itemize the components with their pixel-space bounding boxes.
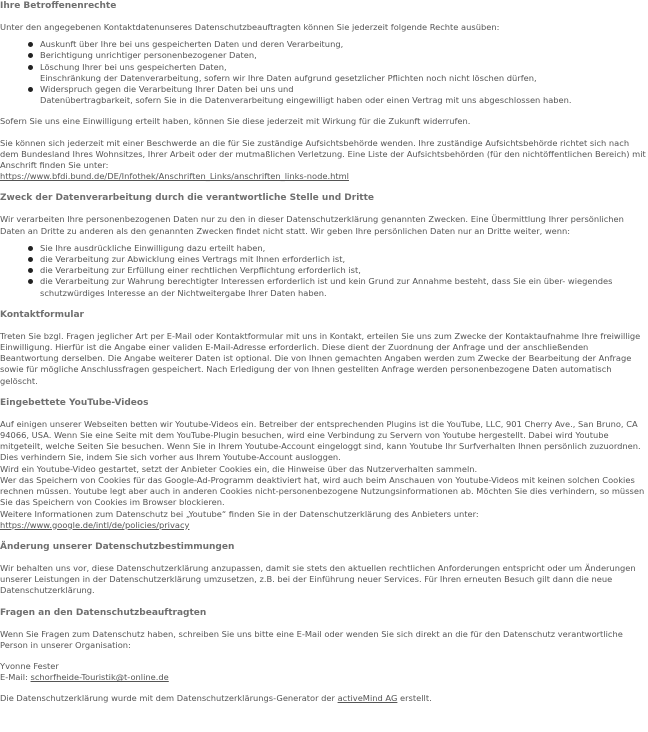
list-item-line: Widerspruch gegen die Verarbeitung Ihrer Daten bei uns und <box>40 84 294 95</box>
youtube-text-3: Wer das Speichern von Cookies für das Google-Ad-Programm deaktiviert hat, wird auch beim Anschauen von Youtube-Videos mit keinen solchen Cookies rechnen müssen. Youtube legt aber auch in anderen Cookies nicht-personenbezogene Nutzungsinformationen ab. Möchten Sie dies verhindern, so müssen Sie das Speichern von Cookies im Browser blockieren. <box>0 474 645 508</box>
questions-text: Wenn Sie Fragen zum Datenschutz haben, schreiben Sie uns bitte eine E-Mail oder wenden Sie sich direkt an die für den Datenschutz verantwortliche Person in unserer Organisation: <box>0 628 623 650</box>
list-item <box>40 84 648 106</box>
youtube-text-1: Auf einigen unserer Webseiten betten wir Youtube-Videos ein. Betreiber der entsprechenden Plugins ist die YouTube, LLC, 901 Cherry Ave., San Bruno, CA 94066, USA. Wenn Sie eine Seite mit dem YouTube-Plugin besuchen, wird eine Verbindung zu Servern von Youtube hergestellt. Dabei wird Youtube mitgeteilt, welche Seiten Sie besuchen. Wenn Sie in Ihrem Youtube-Account eingeloggt sind, kann Youtube Ihr Surfverhalten Ihnen persönlich zuzuordnen. Dies verhindern Sie, indem Sie sich vorher aus Ihrem Youtube-Account ausloggen. <box>0 418 641 463</box>
email-link[interactable]: schorfheide-Touristik@t-online.de <box>30 672 169 683</box>
questions-heading: Fragen an den Datenschutzbeauftragten <box>0 607 207 618</box>
generator-note <box>0 693 648 704</box>
rights-list <box>0 39 648 106</box>
rights-intro: Unter den angegebenen Kontaktdatenunseres Datenschutzbeauftragten können Sie jederzeit folgende Rechte ausüben: <box>0 22 500 32</box>
rights-heading: Ihre Betroffenenrechte <box>0 1 117 11</box>
changes-heading: Änderung unserer Datenschutzbestimmungen <box>0 541 235 552</box>
list-item: Sie Ihre ausdrückliche Einwilligung dazu erteilt haben, <box>40 243 648 254</box>
contact-form-heading: Kontaktformular <box>0 309 84 320</box>
youtube-heading: Eingebettete YouTube-Videos <box>0 397 149 408</box>
purpose-intro: Wir verarbeiten Ihre personenbezogenen Daten nur zu den in dieser Datenschutzerklärung genannten Zwecken. Eine Übermittlung Ihrer persönlichen Daten an Dritte zu anderen als den genannten Zwecken findet nicht statt. Wir geben Ihre persönlichen Daten nur an Dritte weiter, wenn: <box>0 214 624 236</box>
contact-email-line <box>0 672 648 683</box>
list-item: die Verarbeitung zur Erfüllung einer rechtlichen Verpflichtung erforderlich ist, <box>40 265 648 276</box>
google-privacy-link[interactable]: https://www.google.de/intl/de/policies/privacy <box>0 519 190 530</box>
rights-complaint: Sie können sich jederzeit mit einer Beschwerde an die für Sie zuständige Aufsichtsbehörde wenden. Ihre zuständige Aufsichtsbehörde richtet sich nach dem Bundesland Ihres Wohnsitzes, Ihrer Arbeit oder der mutmaßlichen Verletzung. Eine Liste der Aufsichtsbehörden (für den nichtöffentlichen Bereich) mit Anschrift finden Sie unter: <box>0 137 646 171</box>
list-item <box>40 62 648 84</box>
list-item: Auskunft über Ihre bei uns gespeicherten Daten und deren Verarbeitung, <box>40 39 648 50</box>
bfdi-link[interactable]: https://www.bfdi.bund.de/DE/Infothek/Anschriften_Links/anschriften_links-node.html <box>0 171 349 182</box>
purpose-heading: Zweck der Datenverarbeitung durch die verantwortliche Stelle und Dritte <box>0 193 375 204</box>
generator-text-post: erstellt. <box>397 693 432 704</box>
list-item-line: Datenübertragbarkeit, sofern Sie in die Datenverarbeitung eingewilligt haben oder einen Vertrag mit uns abgeschlossen haben. <box>40 95 572 106</box>
list-item-line: Löschung Ihrer bei uns gespeicherten Daten, <box>40 61 227 72</box>
purpose-list <box>0 243 648 299</box>
list-item: die Verarbeitung zur Wahrung berechtigter Interessen erforderlich ist und kein Grund zur Annahme besteht, dass Sie ein über- wiegendes schutzwürdiges Interesse an der Nichtweitergabe Ihrer Daten haben. <box>40 276 648 298</box>
changes-text: Wir behalten uns vor, diese Datenschutzerklärung anzupassen, damit sie stets den aktuellen rechtlichen Anforderungen entspricht oder um Änderungen unserer Leistungen in der Datenschutzerklärung umzusetzen, z.B. bei der Einführung neuer Services. Für Ihren erneuten Besuch gilt dann die neue Datenschutzerklärung. <box>0 562 636 596</box>
generator-text-pre: Die Datenschutzerklärung wurde mit dem Datenschutzerklärungs-Generator der <box>0 693 338 704</box>
activemind-link[interactable]: activeMind AG <box>337 693 398 704</box>
rights-revoke: Sofern Sie uns eine Einwilligung erteilt haben, können Sie diese jederzeit mit Wirkung für die Zukunft widerrufen. <box>0 116 471 127</box>
youtube-text-4: Weitere Informationen zum Datenschutz bei „Youtube“ finden Sie in der Datenschutzerklärung des Anbieters unter: <box>0 508 479 519</box>
contact-name: Yvonne Fester <box>0 660 59 671</box>
list-item: Berichtigung unrichtiger personenbezogener Daten, <box>40 50 648 61</box>
youtube-text-2: Wird ein Youtube-Video gestartet, setzt der Anbieter Cookies ein, die Hinweise über das Nutzerverhalten sammeln. <box>0 463 478 474</box>
contact-form-text: Treten Sie bzgl. Fragen jeglicher Art per E-Mail oder Kontaktformular mit uns in Kontakt, erteilen Sie uns zum Zwecke der Kontaktaufnahme Ihre freiwillige Einwilligung. Hierfür ist die Angabe einer validen E-Mail-Adresse erforderlich. Diese dient der Zuordnung der Anfrage und der anschließenden Beantwortung derselben. Die Angabe weiterer Daten ist optional. Die von Ihnen gemachten Angaben werden zum Zwecke der Bearbeitung der Anfrage sowie für mögliche Anschlussfragen gespeichert. Nach Erledigung der von Ihnen gestellten Anfrage werden personenbezogene Daten automatisch gelöscht. <box>0 330 641 386</box>
email-label: E-Mail: <box>0 672 31 683</box>
list-item-line: Einschränkung der Datenverarbeitung, sofern wir Ihre Daten aufgrund gesetzlicher Pflichten noch nicht löschen dürfen, <box>40 72 537 83</box>
list-item: die Verarbeitung zur Abwicklung eines Vertrags mit Ihnen erforderlich ist, <box>40 254 648 265</box>
